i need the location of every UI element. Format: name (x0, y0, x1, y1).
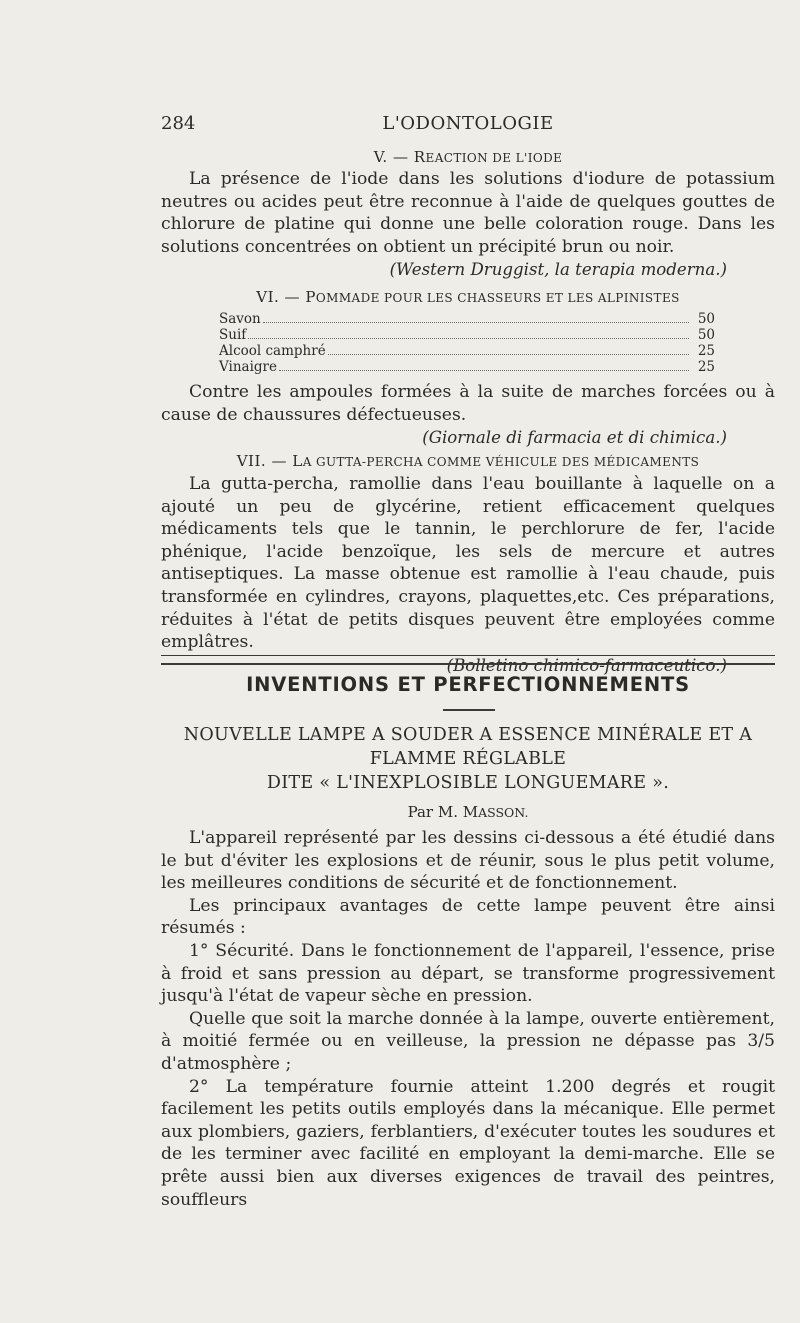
short-rule (443, 709, 495, 711)
article-title-line-2: FLAMME RÉGLABLE (369, 749, 567, 769)
article-paragraph: L'appareil représenté par les dessins ci-dessous a été étudié dans le but d'éviter les explosions et de réunir, sous le plus petit volume, les meilleures conditions de sécurité et de fonctionnement. (161, 828, 775, 894)
section-7-heading: VII. — LA GUTTA-PERCHA COMME VÉHICULE DES MÉDICAMENTS (236, 452, 700, 470)
recipe-row: Vinaigre 25 (219, 359, 715, 375)
section-5-heading: V. — REACTION DE L'IODE (373, 148, 563, 166)
recipe-row: Alcool camphré 25 (219, 343, 715, 359)
article-author: Par M. MASSON. (407, 803, 529, 821)
section-6-paragraph: Contre les ampoules formées à la suite de marches forcées ou à cause de chaussures défectueuses. (161, 382, 775, 425)
section-5-paragraph: La présence de l'iode dans les solutions d'iodure de potassium neutres ou acides peut être reconnue à l'aide de quelques gouttes de chlorure de platine qui donne une belle coloration rouge. Dans les solutions concentrées on obtient un précipité brun ou noir. (161, 169, 775, 257)
section-6-source: (Giornale di farmacia et di chimica.) (422, 428, 727, 448)
recipe-row: Suif 50 (219, 327, 715, 343)
article-title-line-3: DITE « L'INEXPLOSIBLE LONGUEMARE ». (266, 773, 670, 793)
page-number: 284 (161, 113, 196, 134)
article (161, 723, 775, 1211)
recipe-list (219, 311, 715, 375)
section-7-source: (Bolletino chimico-farmaceutico.) (446, 655, 727, 675)
double-rule-divider (161, 655, 775, 665)
section-6-heading: VI. — POMMADE POUR LES CHASSEURS ET LES ALPINISTES (256, 288, 680, 306)
running-title: L'ODONTOLOGIE (382, 113, 554, 134)
inventions-heading: INVENTIONS ET PERFECTIONNEMENTS (246, 673, 690, 696)
section-6 (161, 288, 775, 450)
section-7 (161, 452, 775, 678)
article-paragraph: Quelle que soit la marche donnée à la lampe, ouverte entièrement, à moitié fermée ou en veilleuse, la pression ne dépasse pas 3/5 d'atmosphère ; (161, 1008, 775, 1074)
article-paragraph: Les principaux avantages de cette lampe peuvent être ainsi résumés : (161, 895, 775, 939)
section-5-source: (Western Druggist, la terapia moderna.) (389, 260, 727, 280)
page-header (161, 113, 775, 139)
section-5 (161, 148, 775, 282)
article-title-line-1: NOUVELLE LAMPE A SOUDER A ESSENCE MINÉRALE ET A (183, 725, 753, 745)
section-7-paragraph: La gutta-percha, ramollie dans l'eau bouillante à laquelle on a ajouté un peu de glycérine, retient efficacement quelques médicaments tels que le tannin, le perchlorure de fer, l'acide phénique, l'acide benzoïque, les sels de mercure et autres antiseptiques. La masse obtenue est ramollie à l'eau chaude, puis transformée en cylindres, crayons, plaquettes,etc. Ces préparations, réduites à l'état de petits disques peuvent être employées comme emplâtres. (161, 474, 775, 653)
article-paragraph: 2° La température fournie atteint 1.200 degrés et rougit facilement les petits outils employés dans la mécanique. Elle permet aux plombiers, gaziers, ferblantiers, d'exécuter toutes les soudures et de les terminer avec facilité en employant la demi-marche. Elle se prête aussi bien aux diverses exigences de travail des peintres, souffleurs (161, 1076, 775, 1210)
recipe-row: Savon 50 (219, 311, 715, 327)
article-paragraph: 1° Sécurité. Dans le fonctionnement de l'appareil, l'essence, prise à froid et sans pression au départ, se transforme progressivement jusqu'à l'état de vapeur sèche en pression. (161, 940, 775, 1007)
